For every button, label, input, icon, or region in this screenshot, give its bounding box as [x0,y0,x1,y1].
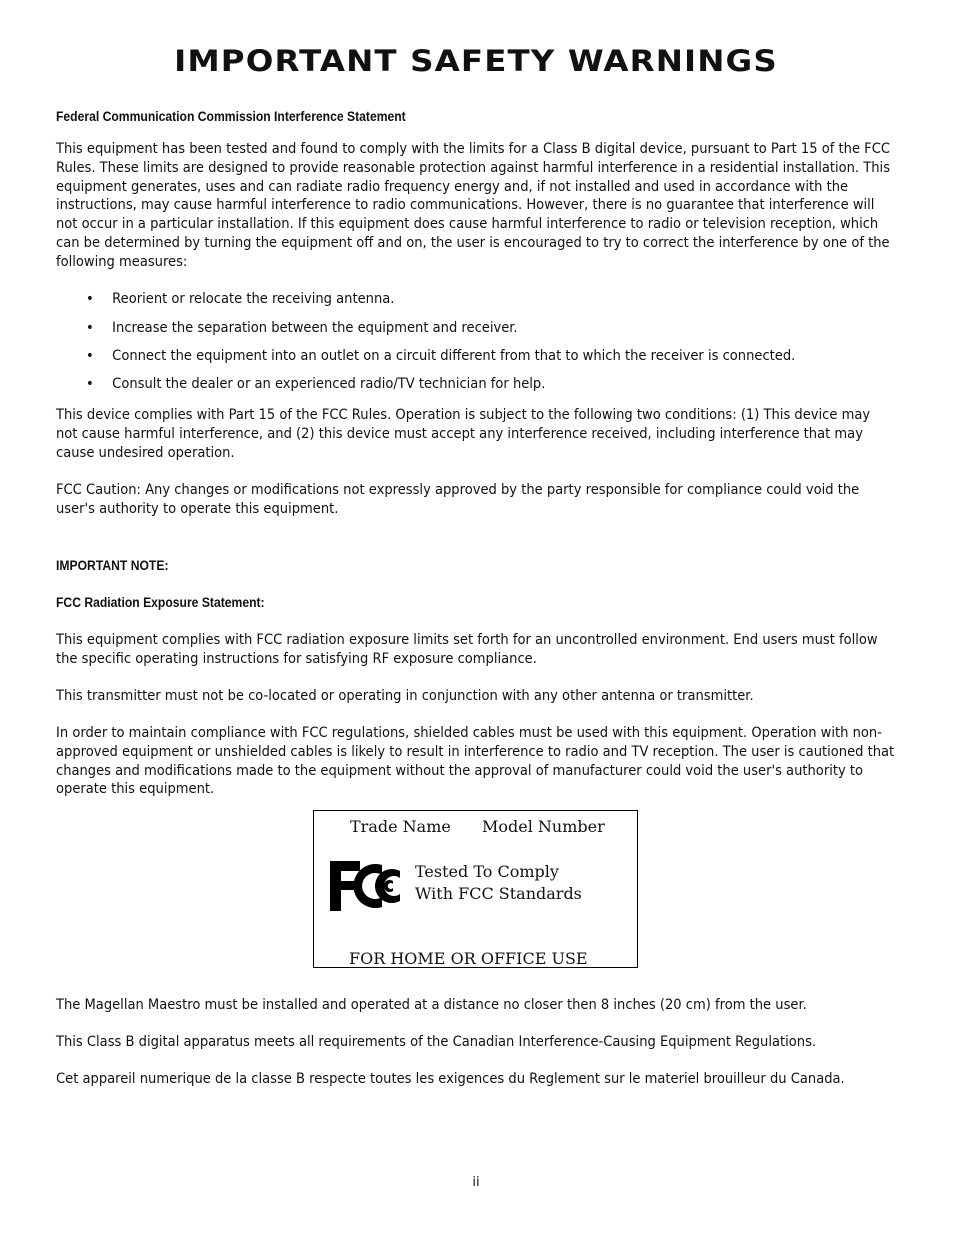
distance-paragraph: The Magellan Maestro must be installed and operated at a distance no closer then 8 inches (20 cm) from the user. [56,997,807,1013]
fcc-logo-icon [330,859,406,917]
page-number: ii [472,1175,480,1190]
bullet-text: Reorient or relocate the receiving antenna. [112,291,395,307]
fcc-standards-text: With FCC Standards [415,884,582,903]
bullet-symbol: • [86,291,94,307]
fcc-caution-paragraph: FCC Caution: Any changes or modifications not expressly approved by the party responsible for compliance could void the user's authority to operate this equipment. [56,482,860,517]
shielded-cables-paragraph: In order to maintain compliance with FCC regulations, shielded cables must be used with this equipment. Operation with non-approved equipment or unshielded cables is likely to result in interference to radio and TV reception. The user is cautioned that changes and modifications made to the equipment without the approval of manufacturer could void the user's authority to operate this equipment. [56,725,895,798]
canada-english-paragraph: This Class B digital apparatus meets all requirements of the Canadian Interference-Causing Equipment Regulations. [56,1034,817,1050]
tested-to-comply-text: Tested To Comply [415,862,559,881]
canada-french-paragraph: Cet appareil numerique de la classe B respecte toutes les exigences du Reglement sur le materiel brouilleur du Canada. [56,1071,845,1087]
fcc-intro-paragraph: This equipment has been tested and found to comply with the limits for a Class B digital device, pursuant to Part 15 of the FCC Rules. These limits are designed to provide reasonable protection against harmful interference in a residential installation. This equipment generates, uses and can radiate radio frequency energy and, if not installed and used in accordance with the instructions, may cause harmful interference to radio communications. However, there is no guarantee that interference will not occur in a particular installation. If this equipment does cause harmful interference to radio or television reception, which can be determined by turning the equipment off and on, the user is encouraged to try to correct the interference by one of the following measures: [56,141,891,270]
list-item [86,319,518,337]
bullet-symbol: • [86,376,94,392]
fcc-interference-heading: Federal Communication Commission Interference Statement [56,109,406,124]
radiation-exposure-paragraph: This equipment complies with FCC radiation exposure limits set forth for an uncontrolled environment. End users must follow the specific operating instructions for satisfying RF exposure compliance. [56,632,878,667]
bullet-symbol: • [86,320,94,336]
trade-name-label: Trade Name [350,817,451,836]
list-item [86,375,545,393]
bullet-text: Increase the separation between the equipment and receiver. [112,320,518,336]
list-item [86,290,394,308]
radiation-exposure-heading: FCC Radiation Exposure Statement: [56,595,265,610]
page-title: IMPORTANT SAFETY WARNINGS [174,44,778,78]
bullet-text: Consult the dealer or an experienced radio/TV technician for help. [112,376,546,392]
model-number-label: Model Number [482,817,605,836]
fcc-compliance-paragraph: This device complies with Part 15 of the FCC Rules. Operation is subject to the following two conditions: (1) This device may not cause harmful interference, and (2) this device must accept any interference received, including interference that may cause undesired operation. [56,407,871,461]
important-note-heading: IMPORTANT NOTE: [56,558,169,573]
transmitter-paragraph: This transmitter must not be co-located or operating in conjunction with any other antenna or transmitter. [56,688,754,704]
bullet-text: Connect the equipment into an outlet on a circuit different from that to which the receiver is connected. [112,348,796,364]
fcc-compliance-label [313,810,638,968]
home-office-use-text: FOR HOME OR OFFICE USE [349,949,588,968]
list-item [86,347,795,365]
bullet-symbol: • [86,348,94,364]
